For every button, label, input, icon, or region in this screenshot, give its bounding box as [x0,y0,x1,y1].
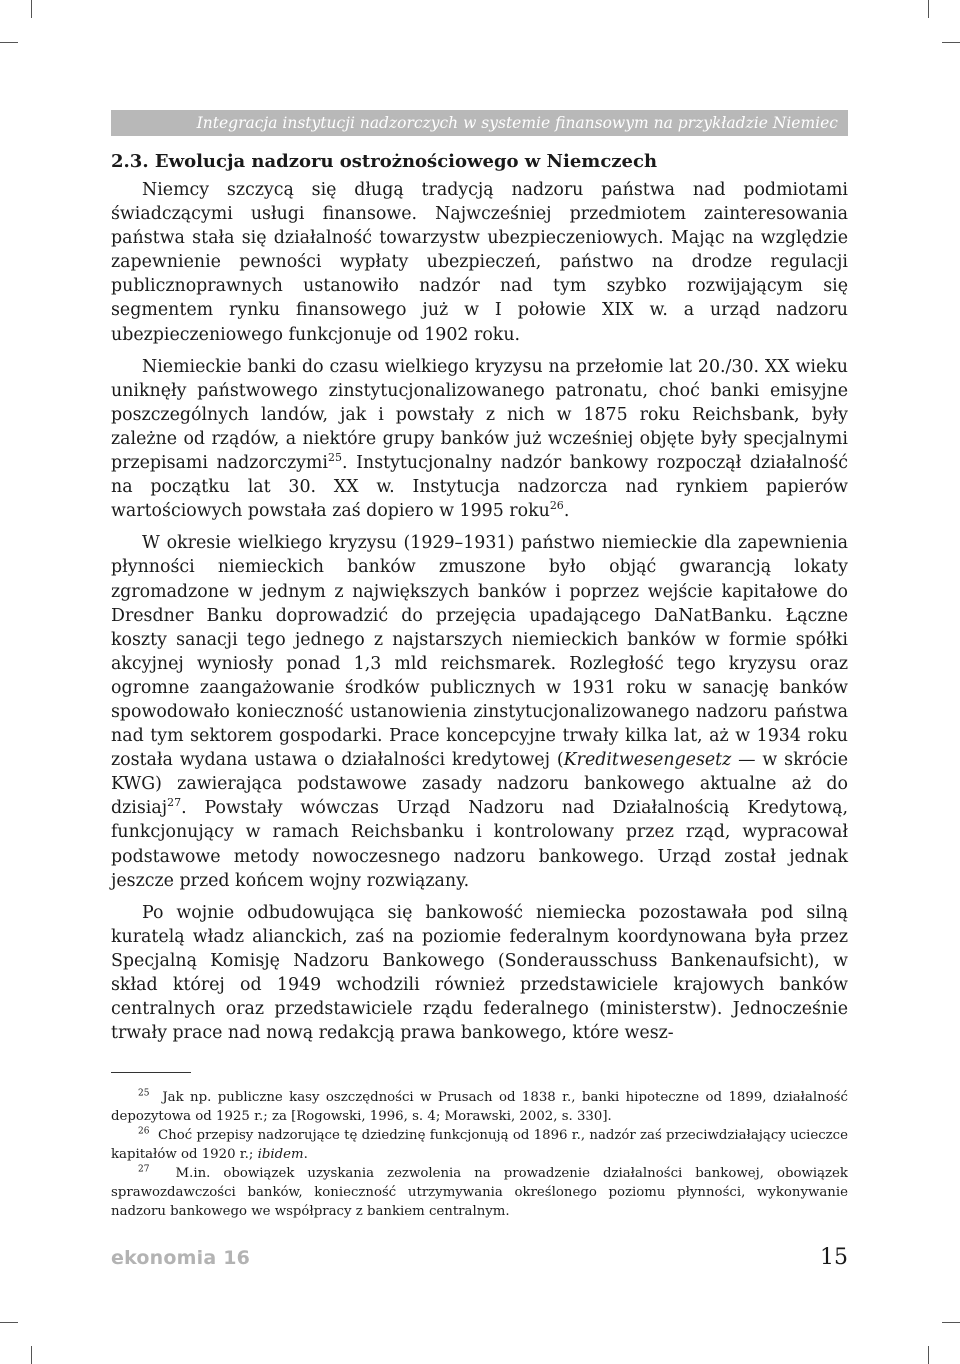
crop-mark [928,0,929,18]
paragraph [111,901,848,1046]
running-header-title: Integracja instytucji nadzorczych w systemie finansowym na przykładzie Niemiec [196,114,838,132]
footnote [111,1088,848,1126]
paragraph-text: — w skrócie KWG) zawierająca podstawowe zasady nadzoru bankowego aktualne aż do dzisiaj [111,750,848,819]
footnote-text: Choć przepisy nadzorujące tę dziedzinę funkcjonują od 1896 r., nadzór zaś przeciwdziałający ucieczce kapitałów od 1920 r.; [111,1128,848,1162]
page-number: 15 [820,1245,848,1270]
running-header [111,110,848,136]
footnote-number: 27 [138,1164,150,1175]
paragraph-text: . Instytucjonalny nadzór bankowy rozpoczął działalność na początku lat 30. XX w. Instytucja nadzorcza nad rynkiem papierów wartościowych powstała zaś dopiero w 1995 roku [111,453,848,522]
footnote [111,1126,848,1164]
footnote-italic: ibidem [257,1147,304,1162]
main-text [111,148,848,1053]
crop-mark [928,1346,929,1364]
footnote-number: 25 [138,1088,150,1099]
paragraph-text: Niemcy szczycą się długą tradycją nadzoru państwa nad podmiotami świadczącymi usługi finansowe. Najwcześniej przedmiotem zainteresowania państwa stała się działalność towarzystw ubezpieczeniowych. Mając na względzie zapewnienie pewności wypłaty ubezpieczeń, państwo na drodze regulacji publicznoprawnych ustanowiło nadzór nad tym szybko rozwijającym się segmentem rynku finansowego już w I połowie XIX w. a urząd nadzoru ubezpieczeniowego funkcjonuje od 1902 roku. [111,180,848,345]
footnote-ref[interactable]: 26 [549,499,564,513]
paragraph-text: Po wojnie odbudowująca się bankowość niemiecka pozostawała pod silną kuratelą władz alianckich, zaś na poziomie federalnym koordynowana była przez Specjalną Komisję Nadzoru Bankowego (Sonderausschuss Bankenaufsicht), w skład której od 1949 wchodzili również przedstawiciele krajowych banków centralnych oraz przedstawiciele rządu federalnego (ministerstw). Jednocześnie trwały prace nad nową redakcją prawa bankowego, które wesz- [111,902,848,1044]
footnote-divider [111,1072,191,1073]
paragraph-text: . Powstały wówczas Urząd Nadzoru nad Działalnością Kredytową, funkcjonujący w ramach Reichsbanku i kontrolowany przez rząd, wypracował podstawowe metody nowoczesnego nadzoru bankowego. Urząd został jednak jeszcze przed końcem wojny rozwiązany. [111,798,848,891]
paragraph [111,531,848,892]
crop-mark [0,42,18,43]
footnote-text: . [303,1147,308,1162]
footnote-number: 26 [138,1126,150,1137]
footnote [111,1164,848,1221]
crop-mark [0,1322,18,1323]
journal-name: ekonomia 16 [111,1247,251,1269]
crop-mark [31,1346,32,1364]
footnotes [111,1088,848,1221]
crop-mark [31,0,32,18]
footnote-text: M.in. obowiązek uzyskania zezwolenia na prowadzenie działalności bankowej, obowiązek sprawozdawczości banków, konieczność utrzymywania określonego poziomu płynności, wykonywanie nadzoru bankowego we współpracy z bankiem centralnym. [111,1166,848,1219]
paragraph-text: Niemieckie banki do czasu wielkiego kryzysu na przełomie lat 20./30. XX wieku uniknęły państwowego zinstytucjonalizowanego patronatu, choć banki emisyjne poszczególnych landów, jak i powstały z nich w 1875 roku Reichsbank, były zależne od rządów, a niektóre grupy banków już wcześniej objęte były specjalnymi przepisami nadzorczymi [111,356,848,474]
paragraph-text: . [563,501,570,522]
crop-mark [942,1322,960,1323]
section-title: 2.3. Ewolucja nadzoru ostrożnościowego w Niemczech [111,151,658,172]
footnote-ref[interactable]: 25 [327,451,342,465]
paragraph [111,178,848,347]
paragraph-text: W okresie wielkiego kryzysu (1929–1931) państwo niemieckie dla zapewnienia płynności niemieckich banków zmuszone było objąć gwarancją lokaty zgromadzone w jednym z największych banków i poprzez wejście kapitałowe do Dresdner Banku doprowadzić do przejęcia upadającego DaNatBanku. Łączne koszty sanacji tego jednego z najstarszych niemieckich banków w formie spółki akcyjnej wyniosły ponad 1,3 mld reichsmarek. Rozległość tego kryzysu oraz ogromne zaangażowanie środków publicznych w 1931 roku w sanację banków spowodowało konieczność ustanowienia zinstytucjonalizowanego nadzoru państwa nad tym sektorem gospodarki. Prace koncepcyjne trwały kilka lat, aż w 1934 roku została wydana ustawa o działalności kredytowej ( [111,533,848,771]
italic-term: Kreditwesengesetz [563,750,732,771]
crop-mark [942,42,960,43]
footnote-ref[interactable]: 27 [167,796,182,810]
paragraph [111,355,848,524]
footnote-text: Jak np. publiczne kasy oszczędności w Prusach od 1838 r., banki hipoteczne od 1899, działalność depozytowa od 1925 r.; za [Rogowski, 1996, s. 4; Morawski, 2002, s. 330]. [111,1090,848,1124]
